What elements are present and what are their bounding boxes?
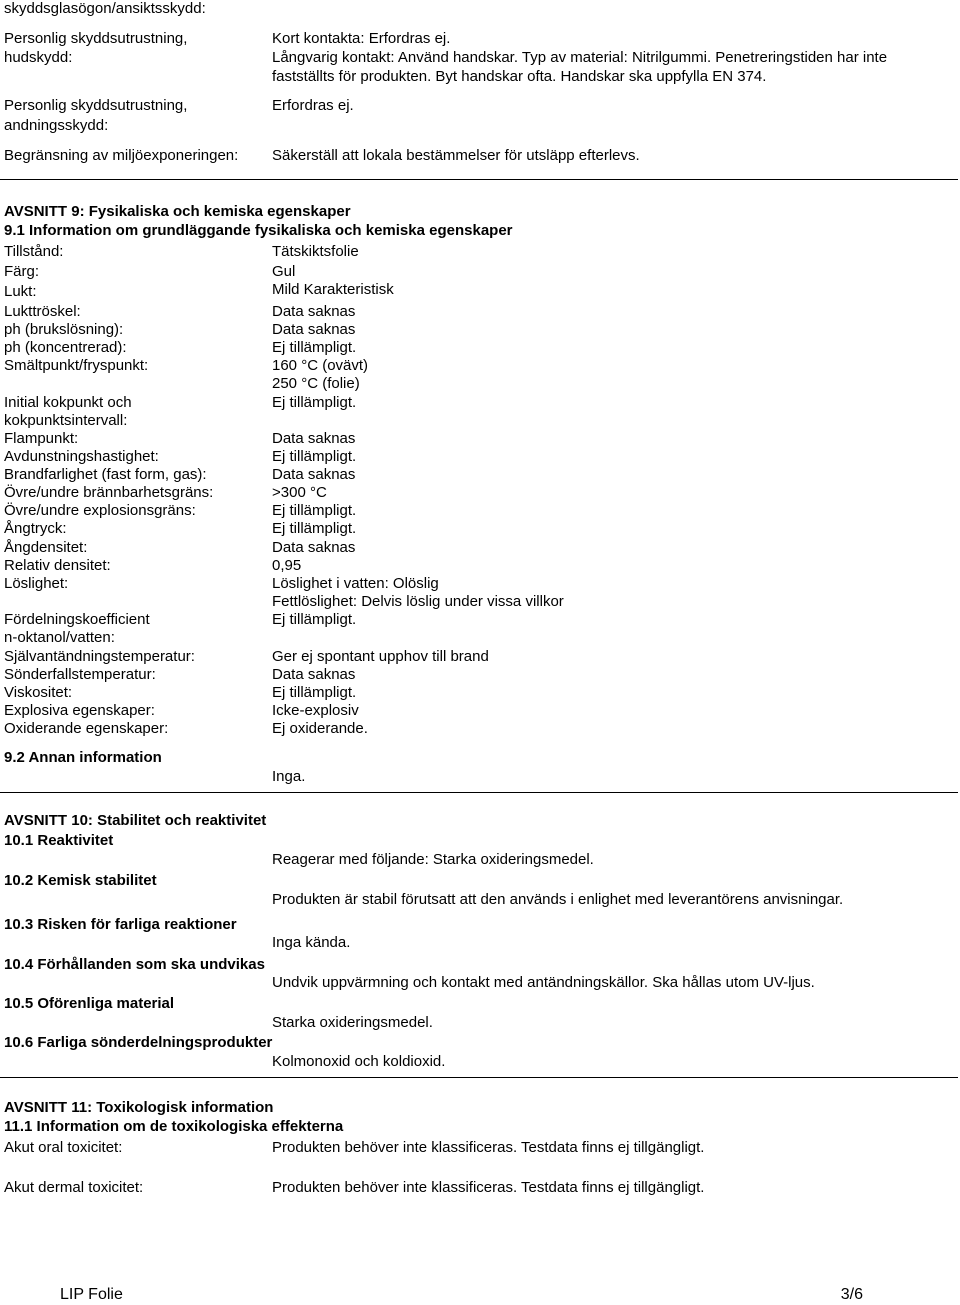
acute-oral-toxicity-value: Produkten behöver inte klassificeras. Testdata finns ej tillgängligt. <box>272 1139 705 1156</box>
skin-protection-value-line3: fastställts för produkten. Byt handskar ofta. Handskar ska uppfylla EN 374. <box>272 68 767 85</box>
subsection-title: 10.3 Risken för farliga reaktioner <box>4 916 237 933</box>
property-value: Icke-explosiv <box>272 702 359 719</box>
section-11-heading: AVSNITT 11: Toxikologisk information <box>4 1099 274 1116</box>
property-value: Ej oxiderande. <box>272 720 368 737</box>
property-label: Oxiderande egenskaper: <box>4 720 169 737</box>
property-value: 160 °C (ovävt) <box>272 357 369 374</box>
property-label-line2: kokpunktsintervall: <box>4 412 128 429</box>
property-value: Data saknas <box>272 666 356 683</box>
property-value: Ej tillämpligt. <box>272 339 357 356</box>
property-value: Gul <box>272 263 296 280</box>
property-value: Ej tillämpligt. <box>272 611 357 628</box>
property-label: Ångtryck: <box>4 520 67 537</box>
property-value: >300 °C <box>272 484 327 501</box>
subsection-text: Starka oxideringsmedel. <box>272 1014 433 1031</box>
subsection-title: 10.5 Oförenliga material <box>4 995 175 1012</box>
property-label-line2: n-oktanol/vatten: <box>4 629 115 646</box>
footer-product-name: LIP Folie <box>60 1286 123 1303</box>
subsection-title: 10.6 Farliga sönderdelningsprodukter <box>4 1034 273 1051</box>
property-value: Data saknas <box>272 466 356 483</box>
property-value: Ej tillämpligt. <box>272 394 357 411</box>
eye-protection-label: skyddsglasögon/ansiktsskydd: <box>4 0 206 17</box>
subsection-text: Undvik uppvärmning och kontakt med antändningskällor. Ska hållas utom UV-ljus. <box>272 974 815 991</box>
property-label: Flampunkt: <box>4 430 79 447</box>
respiratory-protection-label-line2: andningsskydd: <box>4 117 109 134</box>
footer-page-number: 3/6 <box>840 1286 863 1303</box>
property-label: Färg: <box>4 263 40 280</box>
subsection-text: Inga kända. <box>272 934 351 951</box>
property-value-line2: Fettlöslighet: Delvis löslig under vissa villkor <box>272 593 564 610</box>
property-value: Data saknas <box>272 539 356 556</box>
property-label: Löslighet: <box>4 575 69 592</box>
acute-dermal-toxicity-label: Akut dermal toxicitet: <box>4 1179 144 1196</box>
property-label: Lukt: <box>4 283 37 300</box>
property-value: Ej tillämpligt. <box>272 684 357 701</box>
environmental-exposure-label: Begränsning av miljöexponeringen: <box>4 147 239 164</box>
property-label: Självantändningstemperatur: <box>4 648 195 665</box>
section-divider <box>0 1077 958 1078</box>
skin-protection-value-line1: Kort kontakta: Erfordras ej. <box>272 30 451 47</box>
property-value: Löslighet i vatten: Olöslig <box>272 575 439 592</box>
subsection-text: Produkten är stabil förutsatt att den används i enlighet med leverantörens anvisningar. <box>272 891 844 908</box>
property-label: Ångdensitet: <box>4 539 88 556</box>
property-value: Ej tillämpligt. <box>272 448 357 465</box>
property-value: 0,95 <box>272 557 302 574</box>
section-10-heading: AVSNITT 10: Stabilitet och reaktivitet <box>4 812 267 829</box>
skin-protection-label-line1: Personlig skyddsutrustning, <box>4 30 188 47</box>
property-label: Lukttröskel: <box>4 303 81 320</box>
subsection-title: 10.1 Reaktivitet <box>4 832 114 849</box>
property-label: Initial kokpunkt och <box>4 394 132 411</box>
subsection-title: 10.4 Förhållanden som ska undvikas <box>4 956 265 973</box>
property-label: Brandfarlighet (fast form, gas): <box>4 466 207 483</box>
subsection-title: 10.2 Kemisk stabilitet <box>4 872 157 889</box>
property-value-line2: 250 °C (folie) <box>272 375 360 392</box>
property-label: ph (koncentrerad): <box>4 339 127 356</box>
property-label: Sönderfallstemperatur: <box>4 666 156 683</box>
respiratory-protection-label-line1: Personlig skyddsutrustning, <box>4 97 188 114</box>
property-label: Viskositet: <box>4 684 73 701</box>
property-label: Explosiva egenskaper: <box>4 702 155 719</box>
property-value: Mild Karakteristisk <box>272 281 394 298</box>
acute-oral-toxicity-label: Akut oral toxicitet: <box>4 1139 123 1156</box>
section-9-heading: AVSNITT 9: Fysikaliska och kemiska egenskaper <box>4 203 351 220</box>
section-11-1-heading: 11.1 Information om de toxikologiska effekterna <box>4 1118 344 1135</box>
property-label: Övre/undre brännbarhetsgräns: <box>4 484 214 501</box>
property-label: Övre/undre explosionsgräns: <box>4 502 196 519</box>
property-label: Relativ densitet: <box>4 557 111 574</box>
property-label: Avdunstningshastighet: <box>4 448 159 465</box>
section-9-2-heading: 9.2 Annan information <box>4 749 162 766</box>
environmental-exposure-value: Säkerställ att lokala bestämmelser för utsläpp efterlevs. <box>272 147 640 164</box>
property-value: Tätskiktsfolie <box>272 243 359 260</box>
property-label: Tillstånd: <box>4 243 64 260</box>
property-value: Data saknas <box>272 430 356 447</box>
subsection-text: Kolmonoxid och koldioxid. <box>272 1053 446 1070</box>
property-value: Data saknas <box>272 321 356 338</box>
subsection-text: Reagerar med följande: Starka oxideringsmedel. <box>272 851 594 868</box>
section-divider <box>0 179 958 180</box>
property-label: ph (brukslösning): <box>4 321 124 338</box>
section-divider <box>0 792 958 793</box>
section-9-1-heading: 9.1 Information om grundläggande fysikaliska och kemiska egenskaper <box>4 222 513 239</box>
property-label: Fördelningskoefficient <box>4 611 150 628</box>
acute-dermal-toxicity-value: Produkten behöver inte klassificeras. Testdata finns ej tillgängligt. <box>272 1179 705 1196</box>
property-label: Smältpunkt/fryspunkt: <box>4 357 149 374</box>
property-value: Ej tillämpligt. <box>272 520 357 537</box>
skin-protection-value-line2: Långvarig kontakt: Använd handskar. Typ av material: Nitrilgummi. Penetreringstiden har inte <box>272 49 888 66</box>
property-value: Ej tillämpligt. <box>272 502 357 519</box>
respiratory-protection-value: Erfordras ej. <box>272 97 354 114</box>
skin-protection-label-line2: hudskydd: <box>4 49 73 66</box>
property-value: Data saknas <box>272 303 356 320</box>
other-information-value: Inga. <box>272 768 306 785</box>
property-value: Ger ej spontant upphov till brand <box>272 648 489 665</box>
